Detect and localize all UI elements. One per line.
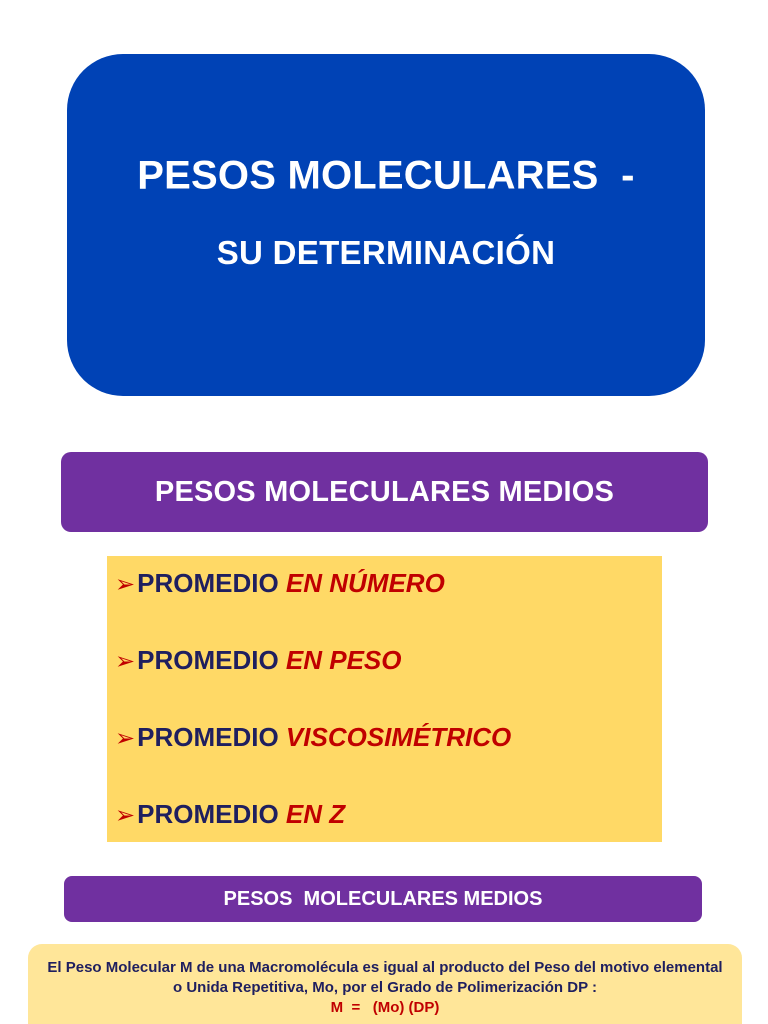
arrowhead-bullet-icon: ➢: [115, 725, 136, 752]
section-banner-medios: PESOS MOLECULARES MEDIOS: [61, 452, 708, 532]
definition-formula: M = (Mo) (DP): [330, 999, 440, 1016]
page-subtitle: SU DETERMINACIÓN: [216, 234, 556, 271]
list-item-emphasis: EN Z: [285, 799, 346, 829]
list-item-prefix: PROMEDIO: [137, 799, 286, 829]
promedio-list: [107, 556, 662, 842]
title-box: [67, 54, 705, 396]
list-item-emphasis: EN NÚMERO: [285, 568, 445, 598]
section-banner-medios-2: PESOS MOLECULARES MEDIOS: [64, 876, 702, 922]
list-item: [115, 722, 511, 753]
list-item-emphasis: EN PESO: [285, 645, 402, 675]
list-item: [115, 645, 402, 676]
definition-text: El Peso Molecular M de una Macromolécula es igual al producto del Peso del motivo elemental o Unida Repetitiva, Mo, por el Grado de Polimerización DP :: [47, 959, 723, 996]
definition-box: [28, 944, 742, 1024]
list-item-prefix: PROMEDIO: [137, 722, 286, 752]
list-item: [115, 799, 345, 830]
arrowhead-bullet-icon: ➢: [115, 648, 136, 675]
list-item: [115, 568, 445, 599]
list-item-emphasis: VISCOSIMÉTRICO: [285, 722, 512, 752]
list-item-prefix: PROMEDIO: [137, 645, 286, 675]
arrowhead-bullet-icon: ➢: [115, 802, 136, 829]
page-title: PESOS MOLECULARES -: [137, 153, 635, 198]
list-item-prefix: PROMEDIO: [137, 568, 286, 598]
arrowhead-bullet-icon: ➢: [115, 571, 136, 598]
